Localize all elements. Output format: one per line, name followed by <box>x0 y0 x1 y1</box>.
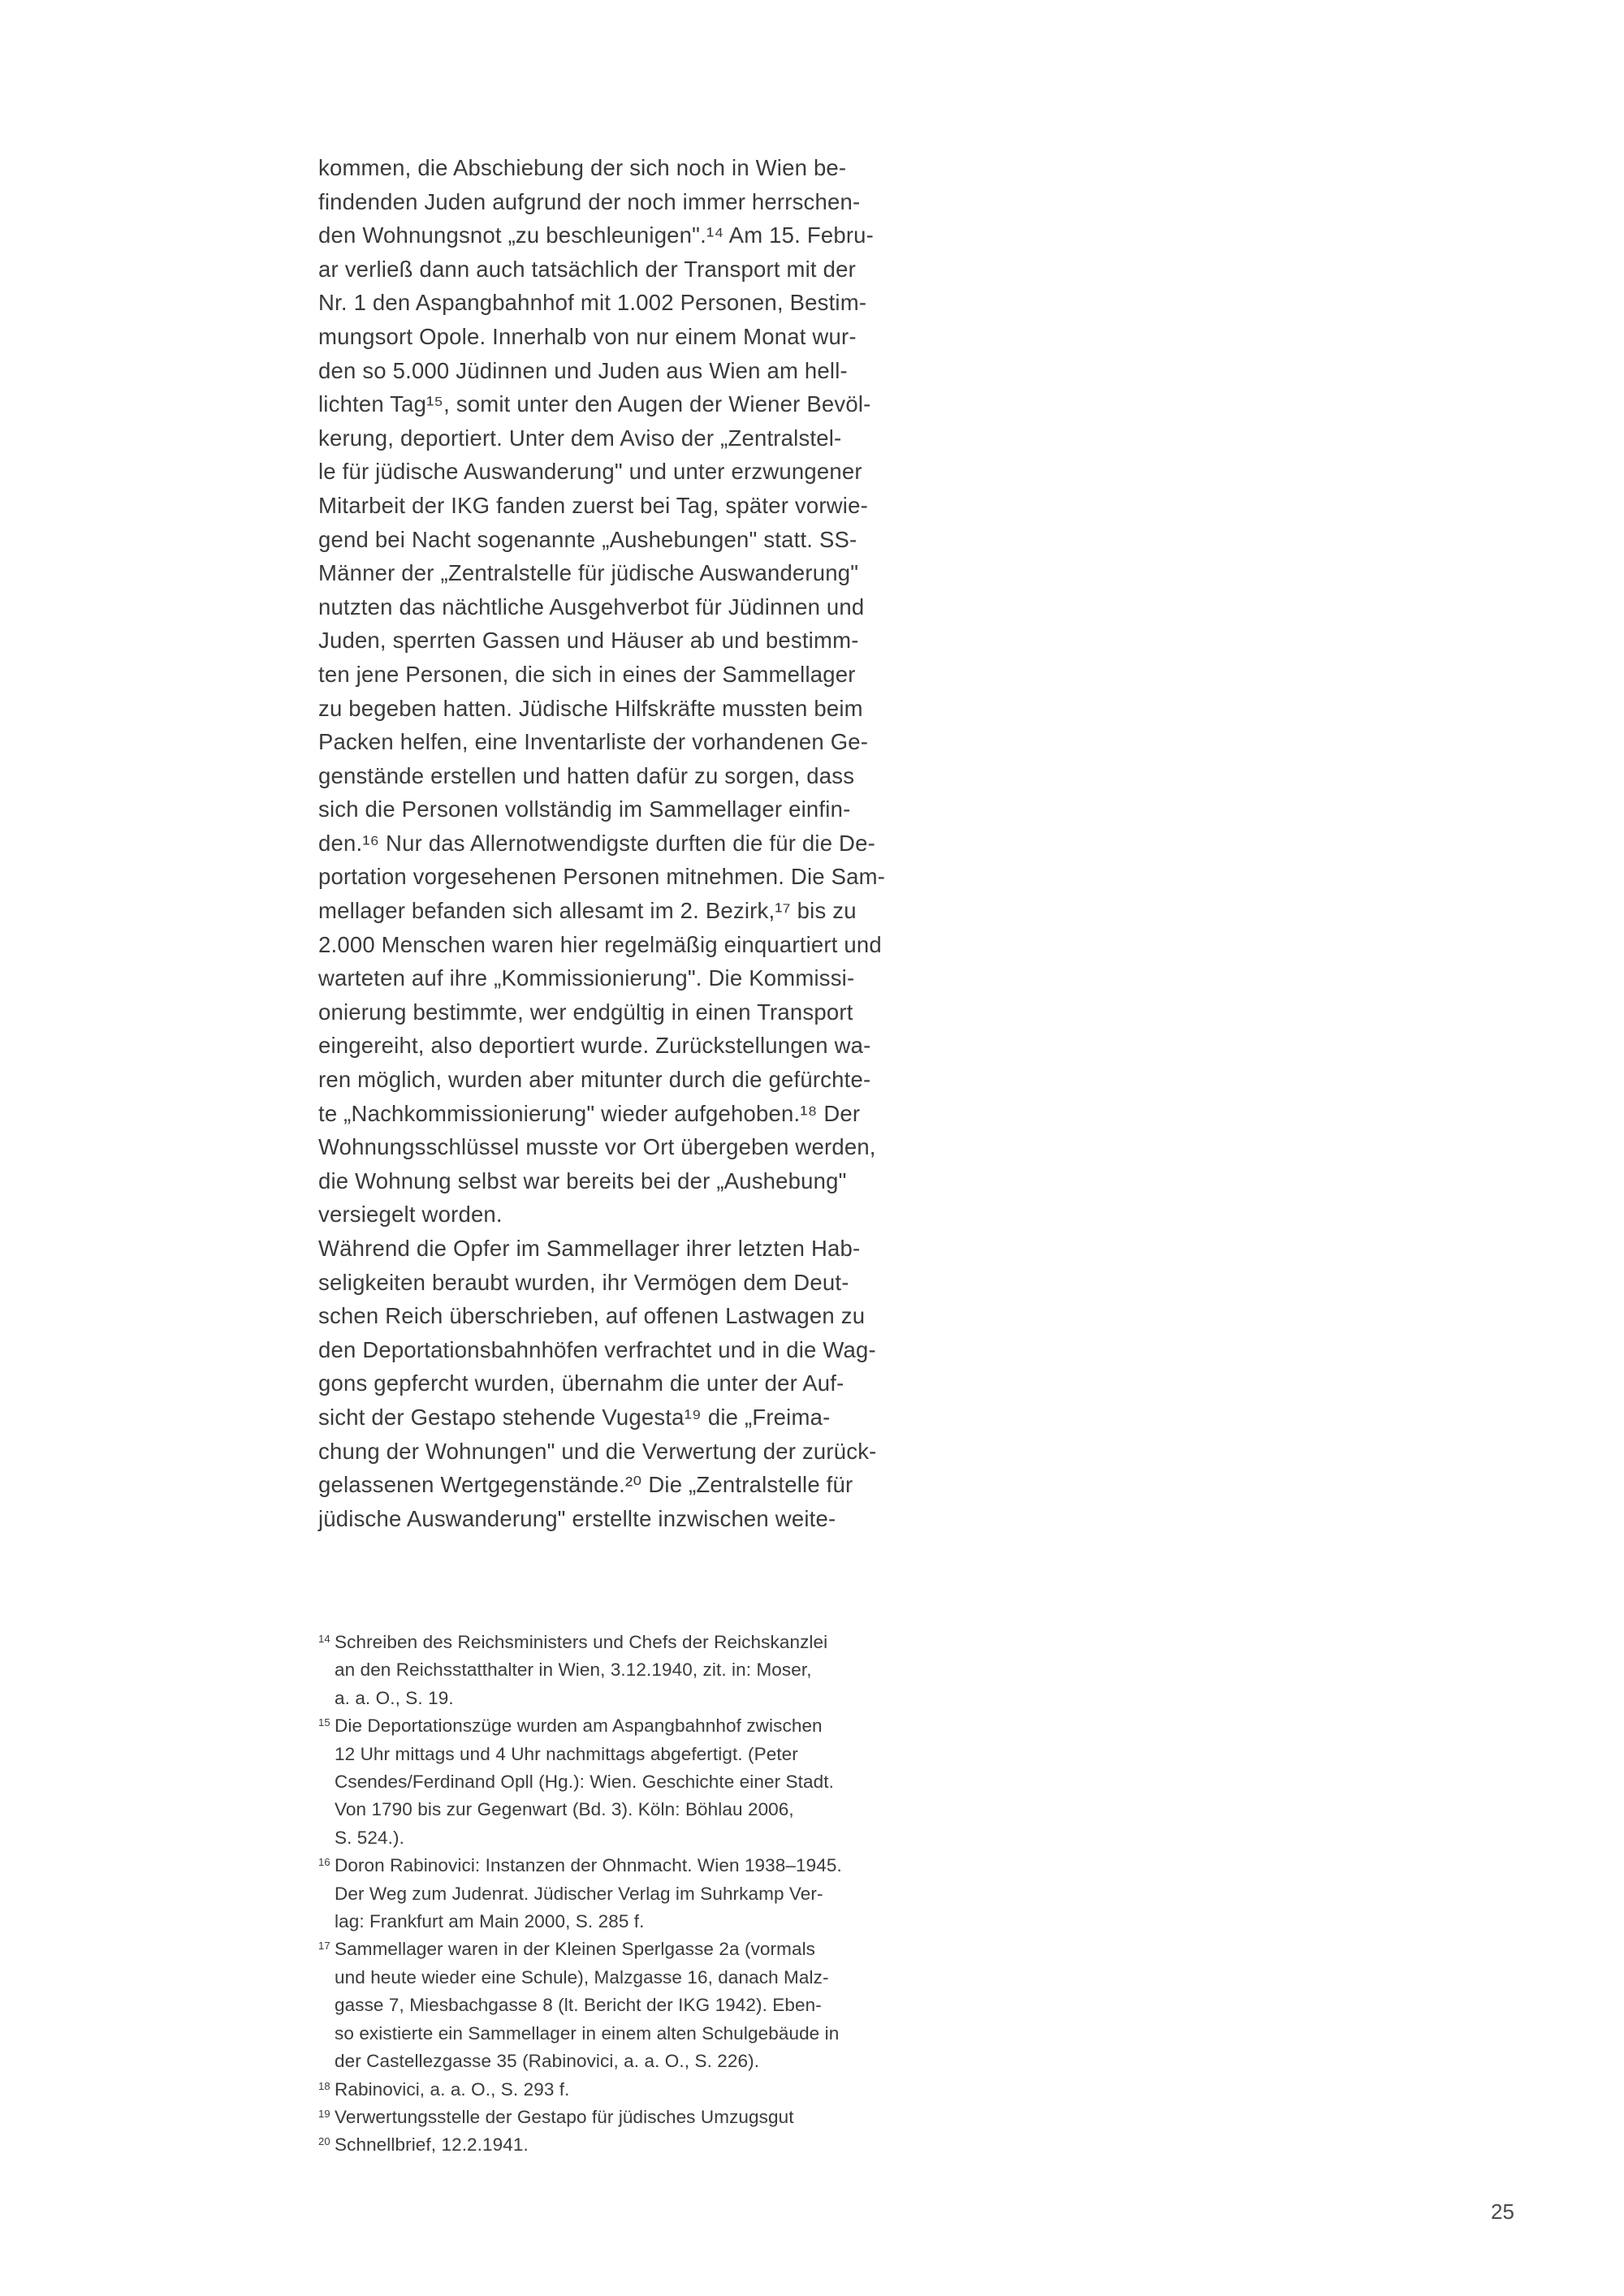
footnote-text-line: Der Weg zum Judenrat. Jüdischer Verlag im Suhrkamp Ver- <box>335 1883 823 1904</box>
footnote-number: 17 <box>318 1940 330 1953</box>
body-text-line: kerung, deportiert. Unter dem Aviso der „Zentralstel- <box>318 425 842 451</box>
footnote-text-line: an den Reichsstatthalter in Wien, 3.12.1940, zit. in: Moser, <box>335 1659 812 1681</box>
body-text-line: jüdische Auswanderung" erstellte inzwischen weite- <box>318 1505 836 1531</box>
body-text-line: den.¹⁶ Nur das Allernotwendigste durften die für die De- <box>318 830 875 856</box>
footnote-text-line: so existierte ein Sammellager in einem alten Schulgebäude in <box>335 2022 840 2044</box>
footnote-text-line: Doron Rabinovici: Instanzen der Ohnmacht. Wien 1938–1945. <box>335 1855 842 1876</box>
body-text-line: ten jene Personen, die sich in eines der Sammellager <box>318 661 856 687</box>
footnote <box>318 1629 887 1712</box>
page-number: 25 <box>1491 2199 1514 2224</box>
body-text-line: sich die Personen vollständig im Sammellager einfin- <box>318 796 851 822</box>
body-text-line: Mitarbeit der IKG fanden zuerst bei Tag, später vorwie- <box>318 492 868 518</box>
footnote-text-line: Die Deportationszüge wurden am Aspangbahnhof zwischen <box>335 1716 823 1737</box>
body-text-line: gons gepfercht wurden, übernahm die unter der Auf- <box>318 1370 844 1396</box>
body-text-line: ren möglich, wurden aber mitunter durch die gefürchte- <box>318 1067 871 1093</box>
body-text-line: die Wohnung selbst war bereits bei der „Aushebung" <box>318 1167 847 1193</box>
footnote-text-line: Von 1790 bis zur Gegenwart (Bd. 3). Köln: Böhlau 2006, <box>335 1799 794 1820</box>
footnote-number: 14 <box>318 1633 330 1645</box>
body-text-line: gend bei Nacht sogenannte „Aushebungen" statt. SS- <box>318 526 857 552</box>
footnotes <box>318 1629 887 2160</box>
footnote <box>318 1852 887 1936</box>
footnote-text-line: Csendes/Ferdinand Opll (Hg.): Wien. Geschichte einer Stadt. <box>335 1772 834 1793</box>
footnote-text-line: gasse 7, Miesbachgasse 8 (lt. Bericht der IKG 1942). Eben- <box>335 1995 822 2016</box>
footnote-text-line: a. a. O., S. 19. <box>335 1687 454 1708</box>
footnote-number: 20 <box>318 2135 330 2148</box>
footnote-number: 19 <box>318 2107 330 2120</box>
footnote-text-line: S. 524.). <box>335 1827 404 1848</box>
body-text-line: findenden Juden aufgrund der noch immer herrschen- <box>318 188 861 214</box>
body-text-line: le für jüdische Auswanderung" und unter erzwungener <box>318 459 862 485</box>
footnote <box>318 2131 887 2159</box>
body-text-line: eingereiht, also deportiert wurde. Zurückstellungen wa- <box>318 1033 871 1059</box>
body-text-line: kommen, die Abschiebung der sich noch in Wien be- <box>318 155 847 180</box>
footnote-number: 15 <box>318 1716 330 1729</box>
footnote-text-line: Schnellbrief, 12.2.1941. <box>335 2134 529 2156</box>
body-text-line: genstände erstellen und hatten dafür zu sorgen, dass <box>318 762 855 788</box>
body-text-line: Juden, sperrten Gassen und Häuser ab und bestimm- <box>318 628 859 654</box>
body-text-line: lichten Tag¹⁵, somit unter den Augen der Wiener Bevöl- <box>318 391 871 417</box>
body-text-line: zu begeben hatten. Jüdische Hilfskräfte mussten beim <box>318 695 863 721</box>
body-text-line: chung der Wohnungen" und die Verwertung der zurück- <box>318 1438 877 1464</box>
footnote-text-line: 12 Uhr mittags und 4 Uhr nachmittags abgefertigt. (Peter <box>335 1743 798 1764</box>
footnote-text-line: Verwertungsstelle der Gestapo für jüdisches Umzugsgut <box>335 2106 794 2127</box>
body-text-line: mellager befanden sich allesamt im 2. Bezirk,¹⁷ bis zu <box>318 898 857 924</box>
footnote-text-line: und heute wieder eine Schule), Malzgasse 16, danach Malz- <box>335 1966 829 1987</box>
body-text-line: onierung bestimmte, wer endgültig in einen Transport <box>318 999 853 1025</box>
body-text-line: portation vorgesehenen Personen mitnehmen. Die Sam- <box>318 864 886 890</box>
footnote-number: 16 <box>318 1856 330 1869</box>
body-text-line: nutzten das nächtliche Ausgehverbot für Jüdinnen und <box>318 593 865 619</box>
body-text-line: 2.000 Menschen waren hier regelmäßig einquartiert und <box>318 931 882 957</box>
footnote <box>318 2076 887 2104</box>
footnote <box>318 2104 887 2131</box>
body-text-line: Männer der „Zentralstelle für jüdische Auswanderung" <box>318 560 859 586</box>
body-text-line: den Wohnungsnot „zu beschleunigen".¹⁴ Am 15. Febru- <box>318 222 875 248</box>
footnote-text-line: lag: Frankfurt am Main 2000, S. 285 f. <box>335 1911 645 1932</box>
footnote-text-line: Rabinovici, a. a. O., S. 293 f. <box>335 2078 570 2100</box>
footnote-text-line: Schreiben des Reichsministers und Chefs der Reichskanzlei <box>335 1632 828 1652</box>
body-text-line: Wohnungsschlüssel musste vor Ort übergeben werden, <box>318 1134 876 1160</box>
body-text-line: gelassenen Wertgegenstände.²⁰ Die „Zentralstelle für <box>318 1472 853 1498</box>
footnote <box>318 1712 887 1852</box>
footnote-text-line: Sammellager waren in der Kleinen Sperlgasse 2a (vormals <box>335 1939 816 1960</box>
body-text-line: den Deportationsbahnhöfen verfrachtet und in die Wag- <box>318 1336 876 1362</box>
body-text-line: ar verließ dann auch tatsächlich der Transport mit der <box>318 256 856 282</box>
body-text-line: mungsort Opole. Innerhalb von nur einem Monat wur- <box>318 323 857 349</box>
body-text-line: Nr. 1 den Aspangbahnhof mit 1.002 Personen, Bestim- <box>318 290 867 316</box>
body-text <box>318 151 887 1535</box>
body-text-line: sicht der Gestapo stehende Vugesta¹⁹ die „Freima- <box>318 1404 831 1430</box>
body-text-line: versiegelt worden. <box>318 1202 503 1228</box>
body-text-line: te „Nachkommissionierung" wieder aufgehoben.¹⁸ Der <box>318 1100 861 1126</box>
footnote-number: 18 <box>318 2079 330 2092</box>
footnote <box>318 1936 887 2075</box>
body-text-line: schen Reich überschrieben, auf offenen Lastwagen zu <box>318 1303 866 1329</box>
body-text-line: Während die Opfer im Sammellager ihrer letzten Hab- <box>318 1236 861 1261</box>
body-text-line: seligkeiten beraubt wurden, ihr Vermögen dem Deut- <box>318 1269 849 1295</box>
body-text-line: Packen helfen, eine Inventarliste der vorhandenen Ge- <box>318 729 869 755</box>
body-text-line: warteten auf ihre „Kommissionierung". Die Kommissi- <box>318 965 855 991</box>
footnote-text-line: der Castellezgasse 35 (Rabinovici, a. a. O., S. 226). <box>335 2051 760 2072</box>
body-text-line: den so 5.000 Jüdinnen und Juden aus Wien am hell- <box>318 357 848 383</box>
